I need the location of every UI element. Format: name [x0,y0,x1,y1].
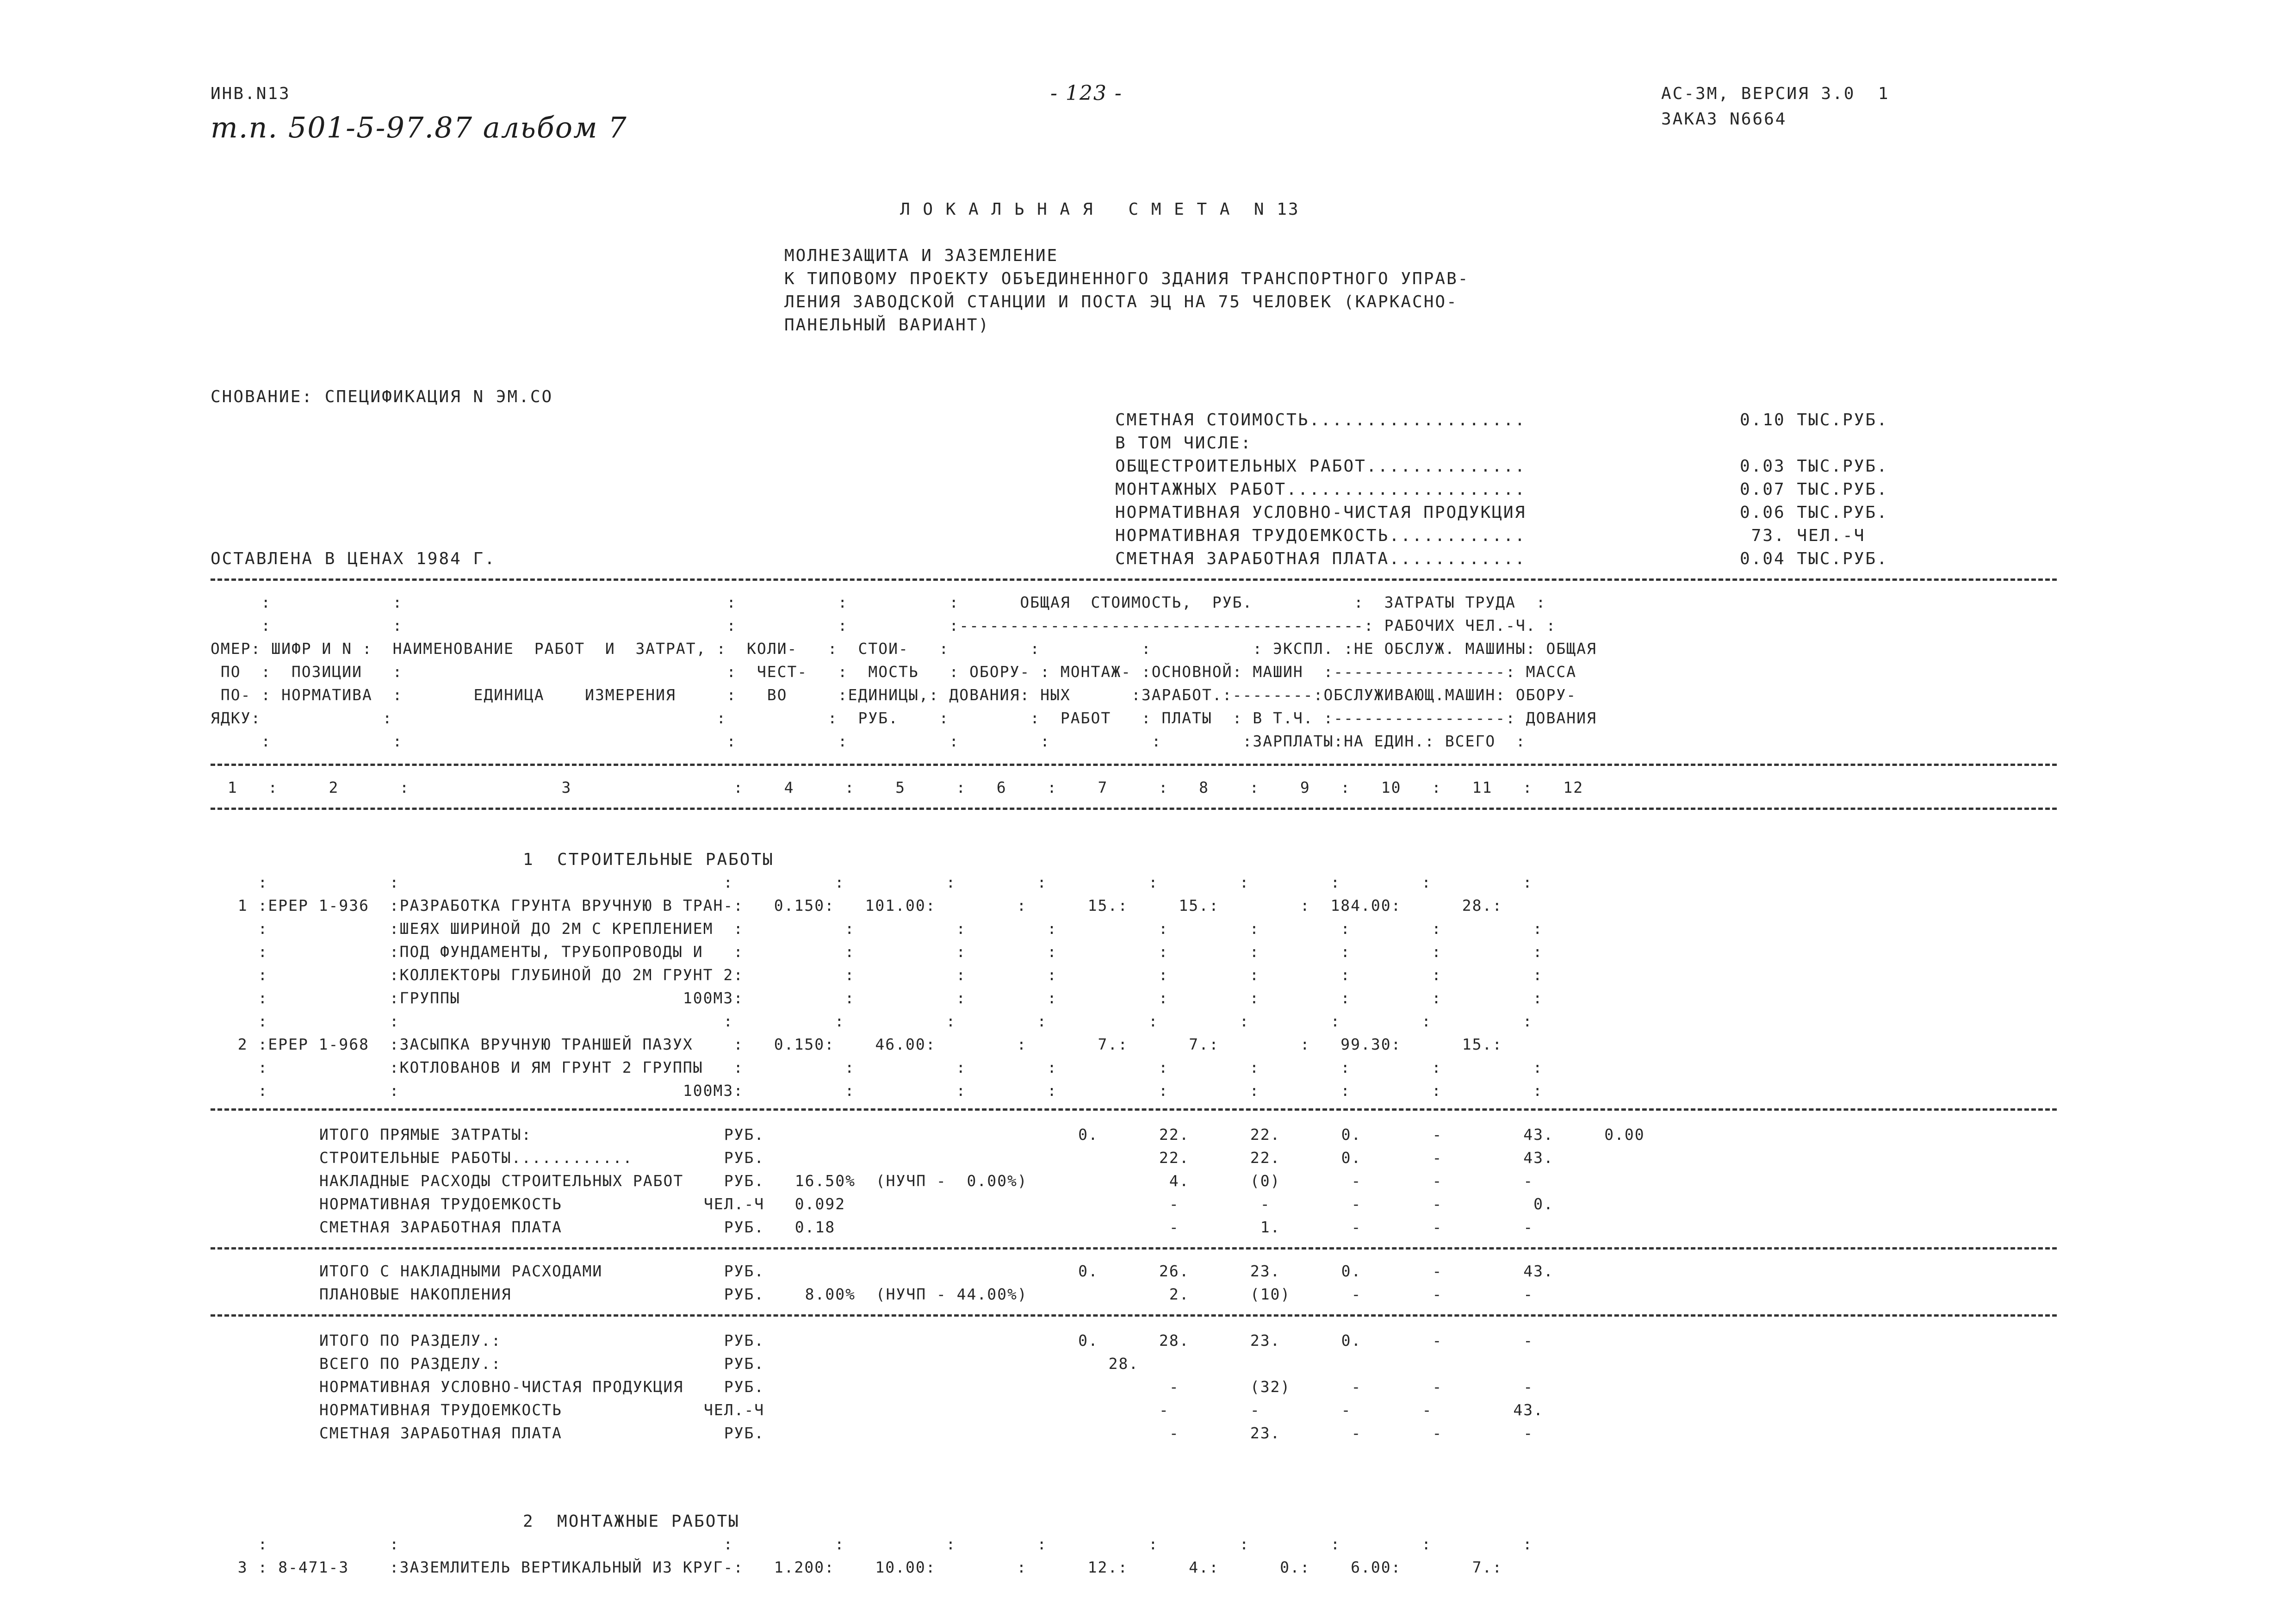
table-row: 3 : 8-471-3 :ЗАЗЕМЛИТЕЛЬ ВЕРТИКАЛЬНЫЙ ИЗ КРУГ-: 1.200: 10.00: : 12.: 4.: 0.: 6.00: 7.: [217,1558,1503,1576]
summary-value: 73. ЧЕЛ.-Ч [1740,526,1866,545]
table-rule [211,1314,2057,1317]
totals-row: ИТОГО ПРЯМЫЕ ЗАТРАТЫ: РУБ. 0. 22. 22. 0. - 43. 0.00 [319,1126,1645,1144]
table-row: : :ПОД ФУНДАМЕНТЫ, ТРУБОПРОВОДЫ И : : : : : : : : : [217,943,1543,961]
table-rule [211,764,2057,766]
table-row: : :ШЕЯХ ШИРИНОЙ ДО 2М С КРЕПЛЕНИЕМ : : : : : : : : : [217,920,1543,938]
subtitle-line: МОЛНЕЗАЩИТА И ЗАЗЕМЛЕНИЕ [784,246,1059,265]
table-row: : : : : : : : : : : : [217,1012,1533,1030]
totals-row: ИТОГО ПО РАЗДЕЛУ.: РУБ. 0. 28. 23. 0. - - [319,1331,1534,1349]
totals-row: ИТОГО С НАКЛАДНЫМИ РАСХОДАМИ РУБ. 0. 26. 23. 0. - 43. [319,1262,1554,1280]
header-line: : : : : : ОБЩАЯ СТОИМОСТЬ, РУБ. : ЗАТРАТЫ ТРУДА : [211,593,1546,611]
summary-label: НОРМАТИВНАЯ ТРУДОЕМКОСТЬ............ [1115,526,1527,545]
header-line: ЯДКУ: : : : РУБ. : : РАБОТ : ПЛАТЫ : В Т.Ч. :-----------------: ДОВАНИЯ [211,709,1597,727]
summary-value: 0.03 ТЫС.РУБ. [1740,457,1888,476]
page-number: - 123 - [1050,81,1123,105]
table-rule [211,1247,2057,1250]
column-numbers: 1 : 2 : 3 : 4 : 5 : 6 : 7 : 8 : 9 : 10 : 11 : 12 [217,778,1584,796]
totals-row: ВСЕГО ПО РАЗДЕЛУ.: РУБ. 28. [319,1355,1139,1373]
section-title: 2 МОНТАЖНЫЕ РАБОТЫ [523,1512,740,1531]
table-rule [211,1108,2057,1111]
table-row: : : : : : : : : : : : [217,1535,1533,1553]
summary-value: 0.10 ТЫС.РУБ. [1740,410,1888,429]
totals-row: ПЛАНОВЫЕ НАКОПЛЕНИЯ РУБ. 8.00% (НУЧП - 44.00%) 2. (10) - - - [319,1285,1534,1303]
prices-year: ОСТАВЛЕНА В ЦЕНАХ 1984 Г. [211,549,496,568]
totals-row: НОРМАТИВНАЯ ТРУДОЕМКОСТЬ ЧЕЛ.-Ч 0.092 - - - - 0. [319,1195,1554,1213]
header-line: ПО- : НОРМАТИВА : ЕДИНИЦА ИЗМЕРЕНИЯ : ВО :ЕДИНИЦЫ,: ДОВАНИЯ: НЫХ :ЗАРАБОТ.:--------:ОБСЛУЖИВАЮЩ.МАШИН: ОБОРУ- [211,686,1577,704]
subtitle-line: К ТИПОВОМУ ПРОЕКТУ ОБЪЕДИНЕННОГО ЗДАНИЯ ТРАНСПОРТНОГО УПРАВ- [784,269,1470,288]
header-line: : : : : : : : :ЗАРПЛАТЫ:НА ЕДИН.: ВСЕГО : [211,732,1526,750]
subtitle-line: ЛЕНИЯ ЗАВОДСКОЙ СТАНЦИИ И ПОСТА ЭЦ НА 75 ЧЕЛОВЕК (КАРКАСНО- [784,292,1458,311]
order-number: ЗАКАЗ N6664 [1661,110,1787,129]
summary-value: 0.04 ТЫС.РУБ. [1740,549,1888,568]
table-row: : : : : : : : : : : : [217,873,1533,891]
summary-value: 0.07 ТЫС.РУБ. [1740,480,1888,499]
section-title: 1 СТРОИТЕЛЬНЫЕ РАБОТЫ [523,850,774,869]
table-row: : :ГРУППЫ 100М3: : : : : : : : : [217,989,1543,1007]
header-line: ОМЕР: ШИФР И N : НАИМЕНОВАНИЕ РАБОТ И ЗАТРАТ, : КОЛИ- : СТОИ- : : : : ЭКСПЛ. :НЕ ОБСЛУЖ. МАШИНЫ: ОБЩАЯ [211,640,1597,658]
summary-label: ОБЩЕСТРОИТЕЛЬНЫХ РАБОТ.............. [1115,457,1527,476]
totals-row: СМЕТНАЯ ЗАРАБОТНАЯ ПЛАТА РУБ. - 23. - - - [319,1424,1534,1442]
summary-label: МОНТАЖНЫХ РАБОТ..................... [1115,480,1527,499]
totals-row: СТРОИТЕЛЬНЫЕ РАБОТЫ............ РУБ. 22. 22. 0. - 43. [319,1149,1554,1167]
inventory-number: ИНВ.N13 [211,84,291,103]
totals-row: СМЕТНАЯ ЗАРАБОТНАЯ ПЛАТА РУБ. 0.18 - 1. - - - [319,1218,1534,1236]
summary-label: В ТОМ ЧИСЛЕ: [1115,434,1253,453]
header-line: ПО : ПОЗИЦИИ : : ЧЕСТ- : МОСТЬ : ОБОРУ- : МОНТАЖ- :ОСНОВНОЙ: МАШИН :-----------------: МАССА [211,663,1577,681]
table-row: : : 100М3: : : : : : : : : [217,1082,1543,1100]
table-row: 2 :ЕРЕР 1-968 :ЗАСЫПКА ВРУЧНУЮ ТРАНШЕЙ ПАЗУХ : 0.150: 46.00: : 7.: 7.: : 99.30: 15.: [217,1035,1503,1053]
summary-value: 0.06 ТЫС.РУБ. [1740,503,1888,522]
software-version: АС-3М, ВЕРСИЯ 3.0 1 [1661,84,1890,103]
table-rule [211,808,2057,810]
totals-row: НАКЛАДНЫЕ РАСХОДЫ СТРОИТЕЛЬНЫХ РАБОТ РУБ. 16.50% (НУЧП - 0.00%) 4. (0) - - - [319,1172,1534,1190]
album-reference: т.п. 501-5-97.87 альбом 7 [211,111,627,144]
totals-row: НОРМАТИВНАЯ ТРУДОЕМКОСТЬ ЧЕЛ.-Ч - - - - 43. [319,1401,1544,1419]
summary-label: СМЕТНАЯ ЗАРАБОТНАЯ ПЛАТА............ [1115,549,1527,568]
basis-text: СНОВАНИЕ: СПЕЦИФИКАЦИЯ N ЭМ.СО [211,387,553,406]
table-row: : :КОЛЛЕКТОРЫ ГЛУБИНОЙ ДО 2М ГРУНТ 2: : : : : : : : : [217,966,1543,984]
totals-row: НОРМАТИВНАЯ УСЛОВНО-ЧИСТАЯ ПРОДУКЦИЯ РУБ. - (32) - - - [319,1378,1534,1396]
header-line: : : : : :----------------------------------------: РАБОЧИХ ЧЕЛ.-Ч. : [211,616,1557,634]
summary-label: СМЕТНАЯ СТОИМОСТЬ................... [1115,410,1527,429]
table-row: 1 :ЕРЕР 1-936 :РАЗРАБОТКА ГРУНТА ВРУЧНУЮ В ТРАН-: 0.150: 101.00: : 15.: 15.: : 184.00: 28.: [217,896,1503,914]
table-row: : :КОТЛОВАНОВ И ЯМ ГРУНТ 2 ГРУППЫ : : : : : : : : : [217,1058,1543,1076]
document-title: Л О К А Л Ь Н А Я С М Е Т А N 13 [900,200,1300,219]
table-rule [211,578,2057,581]
subtitle-line: ПАНЕЛЬНЫЙ ВАРИАНТ) [784,316,990,335]
summary-label: НОРМАТИВНАЯ УСЛОВНО-ЧИСТАЯ ПРОДУКЦИЯ [1115,503,1527,522]
